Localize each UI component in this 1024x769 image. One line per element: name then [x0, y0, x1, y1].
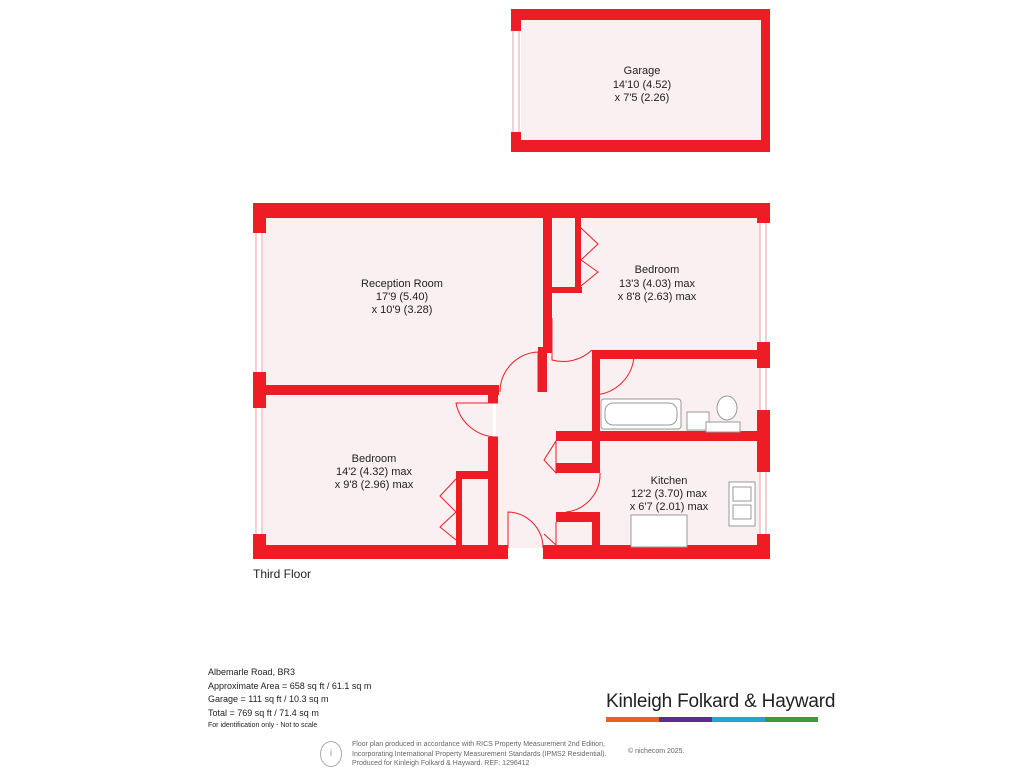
disclaimer-line2: Incorporating International Property Measurement Standards (IPMS2 Residential). — [352, 750, 607, 758]
total-area: Total = 769 sq ft / 71.4 sq m — [208, 707, 319, 718]
bedroom2-dim2: x 9'8 (2.96) max — [334, 479, 414, 491]
bedroom1-dim1: 13'3 (4.03) max — [618, 278, 696, 290]
kitchen-dim2: x 6'7 (2.01) max — [629, 501, 709, 513]
brand-bar-orange — [606, 717, 659, 722]
bathroom-fixtures — [601, 396, 740, 432]
brand-bar-green — [765, 717, 818, 722]
brand-bar-purple — [659, 717, 712, 722]
bedroom2-dim1: 14'2 (4.32) max — [335, 466, 413, 478]
garage-name: Garage — [623, 65, 661, 77]
bedroom1-name: Bedroom — [634, 264, 680, 276]
copyright: © nichecom 2025. — [628, 748, 685, 755]
brand-name: Kinleigh Folkard & Hayward — [606, 691, 836, 712]
disclaimer-line3: Produced for Kinleigh Folkard & Hayward. REF: 1296412 — [352, 760, 530, 767]
garage-dim1: 14'10 (4.52) — [612, 79, 672, 91]
approx-area: Approximate Area = 658 sq ft / 61.1 sq m — [208, 680, 372, 691]
garage-dim2: x 7'5 (2.26) — [614, 92, 670, 104]
kitchen-dim1: 12'2 (3.70) max — [630, 488, 708, 500]
reception-name: Reception Room — [361, 278, 443, 290]
bedroom2-name: Bedroom — [351, 453, 397, 465]
info-icon: i — [320, 741, 342, 767]
toilet — [717, 396, 737, 420]
garage-area: Garage = 111 sq ft / 10.3 sq m — [208, 694, 329, 704]
disclaimer-line1: Floor plan produced in accordance with RICS Property Measurement 2nd Edition, — [352, 741, 605, 748]
brand-bar-blue — [712, 717, 765, 722]
bedroom1-dim2: x 8'8 (2.63) max — [617, 291, 697, 303]
reception-dim2: x 10'9 (3.28) — [371, 304, 433, 316]
address: Albemarle Road, BR3 — [208, 667, 296, 677]
brand-color-bar — [606, 717, 818, 722]
brand-logo — [606, 691, 836, 722]
property-info — [208, 666, 371, 732]
reception-dim1: 17'9 (5.40) — [375, 291, 429, 303]
scale-note: For identification only - Not to scale — [208, 722, 318, 729]
worktop — [631, 515, 687, 547]
kitchen-name: Kitchen — [650, 475, 688, 487]
floor-label: Third Floor — [253, 567, 312, 581]
